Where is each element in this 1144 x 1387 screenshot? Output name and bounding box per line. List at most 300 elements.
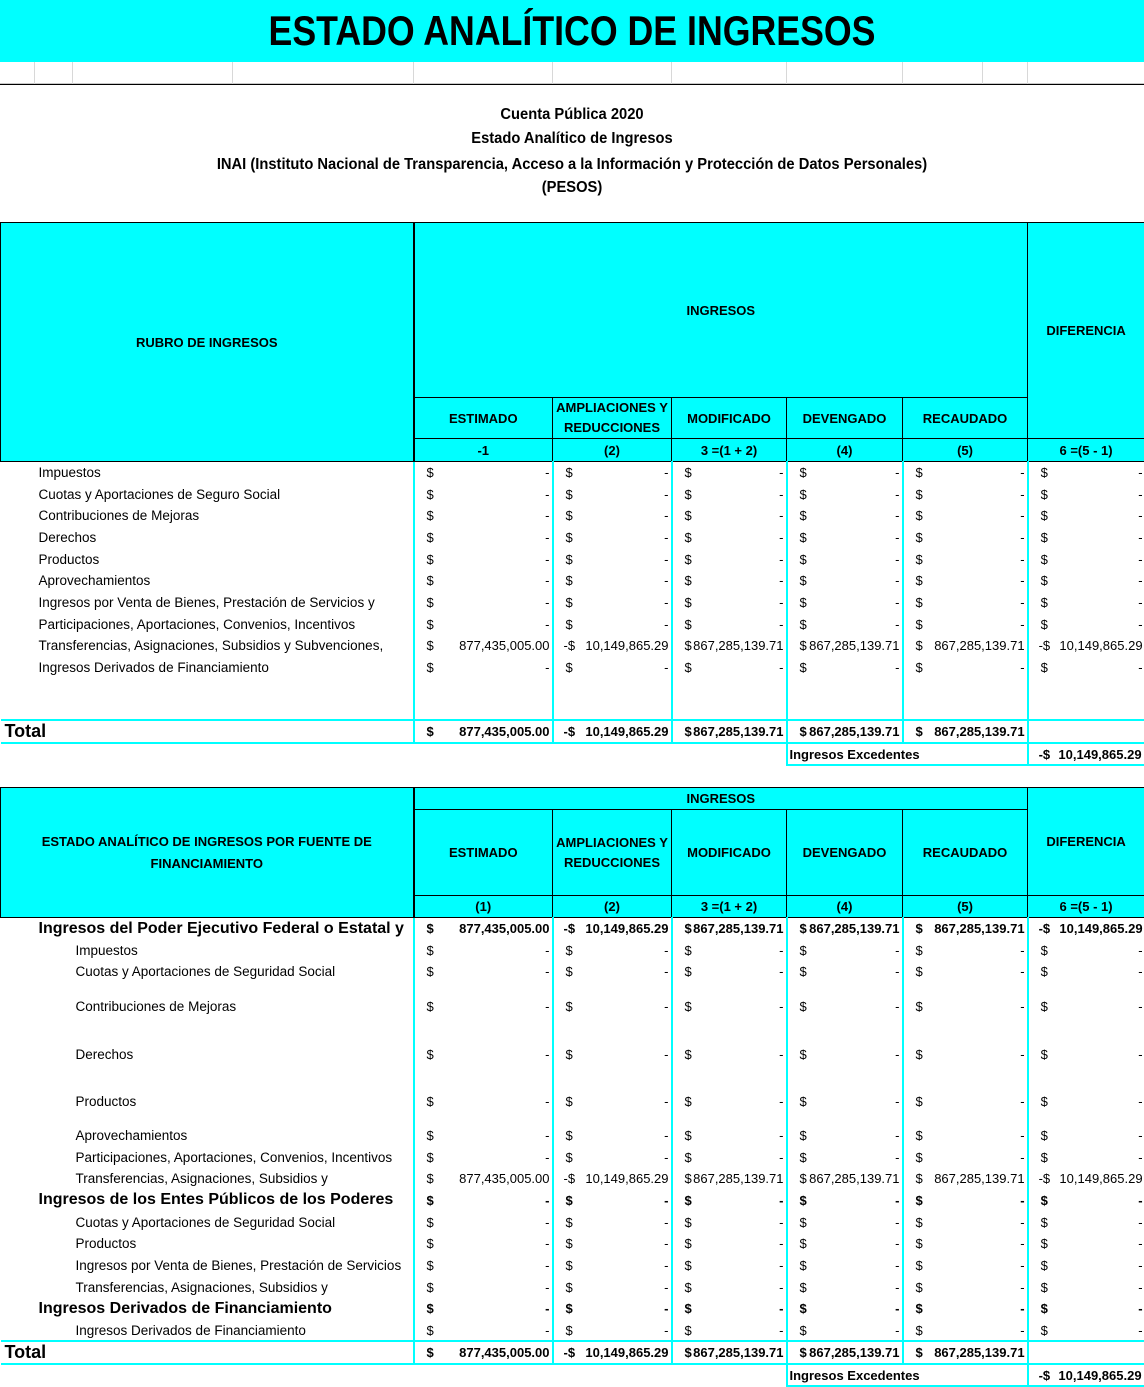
- row-label: Ingresos por Venta de Bienes, Prestación de Servicios: [75, 1258, 402, 1274]
- currency-symbol: -$: [1038, 921, 1051, 937]
- amount-value: -: [1138, 999, 1143, 1015]
- currency-symbol: $: [426, 1171, 434, 1187]
- amount-value: -: [545, 529, 550, 545]
- currency-symbol: -$: [563, 1171, 576, 1187]
- amount-value: -: [1020, 573, 1025, 589]
- amount-value: -: [664, 1214, 669, 1230]
- amount-cell: [414, 1298, 553, 1320]
- currency-symbol: $: [565, 1214, 573, 1230]
- amount-value: -: [779, 573, 784, 589]
- amount-value: -: [545, 1322, 550, 1338]
- amount-value: 867,285,139.71: [934, 638, 1025, 654]
- currency-symbol: $: [799, 1149, 807, 1165]
- amount-cell: [553, 592, 672, 614]
- amount-cell: [414, 1078, 553, 1125]
- row-label: Derechos: [75, 1046, 134, 1062]
- amount-cell: [414, 635, 553, 657]
- amount-cell: [787, 1211, 903, 1233]
- amount-cell: [1028, 961, 1144, 983]
- amount-cell: [553, 1078, 672, 1125]
- row-label: Ingresos Derivados de Financiamiento: [38, 660, 269, 676]
- amount-cell: [414, 961, 553, 983]
- amount-value: 10,149,865.29: [585, 921, 669, 937]
- currency-symbol: $: [684, 724, 692, 740]
- amount-cell: [787, 657, 903, 679]
- amount-value: -: [545, 486, 550, 502]
- currency-symbol: $: [1040, 573, 1048, 589]
- amount-value: 10,149,865.29: [585, 1345, 669, 1361]
- amount-value: -: [895, 551, 900, 567]
- amount-cell: [1028, 1364, 1144, 1386]
- amount-cell: [903, 657, 1028, 679]
- currency-symbol: $: [1040, 999, 1048, 1015]
- amount-value: -: [1020, 1301, 1025, 1317]
- currency-symbol: $: [684, 638, 692, 654]
- amount-cell: [1028, 918, 1144, 940]
- col2-ampliaciones-l2: REDUCCIONES: [563, 854, 661, 870]
- amount-value: 877,435,005.00: [459, 1171, 550, 1187]
- currency-symbol: $: [799, 1345, 807, 1361]
- currency-symbol: $: [1040, 616, 1048, 632]
- col2-recaudado: RECAUDADO: [903, 810, 1028, 896]
- currency-symbol: $: [565, 1192, 573, 1208]
- amount-cell: [1028, 527, 1144, 549]
- currency-symbol: $: [426, 1093, 434, 1109]
- amount-cell: [672, 1146, 787, 1168]
- amount-cell: [1028, 983, 1144, 1031]
- amount-cell: [787, 1190, 903, 1212]
- amount-cell: [1028, 743, 1144, 765]
- currency-symbol: $: [565, 1149, 573, 1165]
- table-row: [1, 1276, 1144, 1298]
- currency-symbol: $: [915, 724, 923, 740]
- amount-cell: [553, 483, 672, 505]
- amount-value: -: [1020, 964, 1025, 980]
- table-rubro: [0, 222, 1144, 766]
- amount-value: -: [545, 942, 550, 958]
- amount-cell: [787, 1298, 903, 1320]
- amount-value: -: [545, 616, 550, 632]
- currency-symbol: $: [426, 638, 434, 654]
- amount-cell: [903, 1125, 1028, 1147]
- currency-symbol: $: [915, 1279, 923, 1295]
- currency-symbol: $: [684, 942, 692, 958]
- amount-cell: [1028, 570, 1144, 592]
- currency-symbol: $: [684, 921, 692, 937]
- amount-value: -: [545, 1192, 550, 1208]
- currency-symbol: $: [915, 1322, 923, 1338]
- grid-row: [0, 62, 1144, 84]
- amount-cell: [414, 527, 553, 549]
- amount-cell: [903, 635, 1028, 657]
- amount-cell: [1028, 613, 1144, 635]
- currency-symbol: $: [565, 616, 573, 632]
- amount-value: -: [1020, 529, 1025, 545]
- table-row: [1, 613, 1144, 635]
- amount-cell: [553, 1211, 672, 1233]
- report-header: [0, 84, 1144, 222]
- amount-value: 867,285,139.71: [693, 1345, 784, 1361]
- amount-cell: [672, 961, 787, 983]
- amount-value: -: [664, 1093, 669, 1109]
- amount-value: -: [779, 616, 784, 632]
- table-row: [1, 527, 1144, 549]
- currency-symbol: $: [684, 1279, 692, 1295]
- currency-symbol: $: [426, 1127, 434, 1143]
- amount-cell: [1028, 657, 1144, 679]
- amount-value: -: [779, 1322, 784, 1338]
- currency-symbol: $: [915, 964, 923, 980]
- amount-cell: [414, 657, 553, 679]
- amount-value: -: [895, 529, 900, 545]
- col-recaudado: RECAUDADO: [903, 398, 1028, 439]
- report-name: Estado Analítico de Ingresos: [471, 130, 673, 147]
- currency-symbol: $: [426, 964, 434, 980]
- amount-cell: [672, 720, 787, 743]
- amount-value: -: [895, 1214, 900, 1230]
- amount-cell: [414, 1255, 553, 1277]
- amount-value: -: [1138, 964, 1143, 980]
- currency-symbol: $: [799, 660, 807, 676]
- currency-symbol: $: [426, 999, 434, 1015]
- amount-value: 10,149,865.29: [585, 638, 669, 654]
- currency-symbol: -$: [563, 724, 576, 740]
- amount-cell: [414, 570, 553, 592]
- amount-cell: [672, 1298, 787, 1320]
- page-banner: [0, 0, 1144, 62]
- amount-cell: [903, 462, 1028, 484]
- currency-symbol: $: [565, 1258, 573, 1274]
- currency-symbol: $: [684, 1258, 692, 1274]
- amount-value: -: [895, 1301, 900, 1317]
- currency-symbol: $: [426, 1192, 434, 1208]
- currency-symbol: $: [426, 660, 434, 676]
- row-label: Derechos: [38, 529, 97, 545]
- amount-cell: [787, 961, 903, 983]
- table-row: [1, 1233, 1144, 1255]
- row-label: Transferencias, Asignaciones, Subsidios y: [75, 1279, 328, 1295]
- amount-cell: [672, 1233, 787, 1255]
- amount-cell: [1028, 1255, 1144, 1277]
- amount-value: 867,285,139.71: [693, 1171, 784, 1187]
- amount-cell: [672, 483, 787, 505]
- currency-symbol: $: [915, 1093, 923, 1109]
- amount-value: -: [895, 1149, 900, 1165]
- amount-cell: [672, 1276, 787, 1298]
- amount-value: -: [1020, 551, 1025, 567]
- amount-cell: [903, 961, 1028, 983]
- amount-cell: [1028, 1125, 1144, 1147]
- amount-cell: [903, 1233, 1028, 1255]
- amount-value: -: [1020, 616, 1025, 632]
- amount-cell: [414, 1146, 553, 1168]
- amount-cell: [903, 1341, 1028, 1364]
- amount-cell: [903, 1146, 1028, 1168]
- amount-value: -: [664, 465, 669, 481]
- amount-value: -: [545, 1093, 550, 1109]
- currency-symbol: $: [799, 942, 807, 958]
- amount-cell: [414, 613, 553, 635]
- currency-symbol: $: [1040, 942, 1048, 958]
- amount-value: 10,149,865.29: [1059, 921, 1143, 937]
- amount-cell: [1028, 1078, 1144, 1125]
- amount-cell: [787, 505, 903, 527]
- amount-cell: [553, 1125, 672, 1147]
- currency-symbol: $: [1040, 1149, 1048, 1165]
- currency-symbol: $: [799, 1171, 807, 1187]
- currency-symbol: $: [1040, 529, 1048, 545]
- num2-5: (5): [903, 896, 1028, 918]
- amount-value: -: [1020, 1236, 1025, 1252]
- amount-value: -: [895, 1258, 900, 1274]
- currency-symbol: $: [799, 1322, 807, 1338]
- currency-symbol: $: [1040, 1093, 1048, 1109]
- currency-symbol: $: [799, 465, 807, 481]
- amount-value: 867,285,139.71: [934, 1171, 1025, 1187]
- currency-symbol: $: [565, 1127, 573, 1143]
- amount-cell: [553, 462, 672, 484]
- currency-symbol: -$: [1038, 1367, 1051, 1383]
- amount-value: -: [545, 1046, 550, 1062]
- currency-symbol: $: [915, 486, 923, 502]
- table-row: [1, 1255, 1144, 1277]
- amount-value: -: [1138, 529, 1143, 545]
- amount-cell: [903, 1211, 1028, 1233]
- amount-cell: [787, 1341, 903, 1364]
- amount-cell: [787, 570, 903, 592]
- amount-cell: [787, 939, 903, 961]
- amount-cell: [903, 613, 1028, 635]
- amount-cell: [1028, 592, 1144, 614]
- diferencia-header: DIFERENCIA: [1028, 223, 1144, 439]
- amount-cell: [672, 1125, 787, 1147]
- currency-symbol: $: [684, 551, 692, 567]
- page-title: ESTADO ANALÍTICO DE INGRESOS: [268, 7, 876, 54]
- row-label: Cuotas y Aportaciones de Seguridad Social: [75, 964, 336, 980]
- amount-cell: [414, 1031, 553, 1078]
- amount-value: -: [664, 1236, 669, 1252]
- amount-value: -: [895, 1127, 900, 1143]
- table-fuente: [0, 787, 1144, 1387]
- currency-symbol: -$: [1038, 746, 1051, 762]
- amount-cell: [1028, 1190, 1144, 1212]
- amount-value: -: [895, 999, 900, 1015]
- currency-symbol: -$: [563, 638, 576, 654]
- amount-cell: [553, 1320, 672, 1342]
- table-row: [1, 1146, 1144, 1168]
- total-label-2: Total: [1, 1341, 414, 1364]
- amount-value: -: [1138, 486, 1143, 502]
- currency-symbol: $: [1040, 1279, 1048, 1295]
- amount-cell: [672, 657, 787, 679]
- amount-value: -: [664, 508, 669, 524]
- currency-symbol: $: [799, 1127, 807, 1143]
- amount-value: -: [779, 942, 784, 958]
- row-label: Impuestos: [75, 942, 138, 958]
- amount-value: -: [545, 551, 550, 567]
- amount-cell: [672, 592, 787, 614]
- amount-value: -: [545, 1214, 550, 1230]
- row-label: Transferencias, Asignaciones, Subsidios y Subvenciones,: [38, 638, 384, 654]
- currency-symbol: $: [684, 465, 692, 481]
- currency-symbol: $: [915, 1236, 923, 1252]
- amount-value: -: [1138, 594, 1143, 610]
- currency-symbol: $: [565, 465, 573, 481]
- amount-cell: [672, 527, 787, 549]
- currency-symbol: $: [1040, 1236, 1048, 1252]
- currency-symbol: $: [426, 1236, 434, 1252]
- amount-value: -: [1020, 594, 1025, 610]
- amount-value: 867,285,139.71: [693, 921, 784, 937]
- currency-symbol: $: [684, 616, 692, 632]
- spacer-row: [1, 678, 1144, 720]
- currency-symbol: $: [915, 1258, 923, 1274]
- currency-symbol: $: [684, 1149, 692, 1165]
- ingresos-header-2: INGRESOS: [414, 788, 1028, 810]
- amount-cell: [1028, 1031, 1144, 1078]
- currency-symbol: $: [426, 1046, 434, 1062]
- currency-symbol: $: [799, 1192, 807, 1208]
- amount-cell: [903, 548, 1028, 570]
- amount-cell: [414, 918, 553, 940]
- amount-value: 867,285,139.71: [934, 724, 1025, 740]
- amount-value: -: [1138, 660, 1143, 676]
- total-row: [1, 720, 1144, 743]
- currency-symbol: $: [799, 1046, 807, 1062]
- currency-symbol: $: [426, 724, 434, 740]
- amount-value: -: [545, 999, 550, 1015]
- currency-symbol: $: [915, 1345, 923, 1361]
- currency-symbol: $: [915, 1046, 923, 1062]
- amount-value: -: [1138, 942, 1143, 958]
- amount-value: 10,149,865.29: [1059, 1171, 1143, 1187]
- currency-symbol: $: [684, 1214, 692, 1230]
- rubro-header: RUBRO DE INGRESOS: [1, 223, 414, 462]
- currency-symbol: -$: [1038, 638, 1051, 654]
- amount-value: -: [664, 594, 669, 610]
- excedentes-label: Ingresos Excedentes: [787, 743, 1028, 765]
- amount-cell: [672, 939, 787, 961]
- currency-symbol: $: [684, 508, 692, 524]
- amount-value: -: [545, 573, 550, 589]
- currency-symbol: -$: [1038, 1171, 1051, 1187]
- row-label: Participaciones, Aportaciones, Convenios, Incentivos: [38, 616, 356, 632]
- currency-symbol: $: [1040, 1301, 1048, 1317]
- amount-value: -: [1138, 1214, 1143, 1230]
- table-row: [1, 939, 1144, 961]
- amount-cell: [903, 527, 1028, 549]
- amount-value: -: [1138, 573, 1143, 589]
- currency-symbol: $: [799, 1258, 807, 1274]
- table-row: [1, 570, 1144, 592]
- amount-cell: [553, 1190, 672, 1212]
- amount-value: 867,285,139.71: [809, 921, 900, 937]
- currency-symbol: $: [426, 616, 434, 632]
- table-row: [1, 1168, 1144, 1190]
- amount-value: -: [664, 529, 669, 545]
- currency-symbol: $: [426, 573, 434, 589]
- currency-symbol: $: [426, 1149, 434, 1165]
- amount-value: -: [1138, 1093, 1143, 1109]
- amount-value: 10,149,865.29: [585, 724, 669, 740]
- currency-symbol: $: [684, 1171, 692, 1187]
- currency-symbol: $: [915, 1127, 923, 1143]
- amount-value: -: [1020, 1279, 1025, 1295]
- num-6: 6 =(5 - 1): [1028, 439, 1144, 462]
- amount-value: -: [664, 999, 669, 1015]
- col-ampliaciones-l1: AMPLIACIONES Y: [556, 400, 668, 415]
- currency-symbol: $: [426, 594, 434, 610]
- currency-symbol: $: [1040, 465, 1048, 481]
- amount-cell: [672, 635, 787, 657]
- currency-symbol: $: [426, 465, 434, 481]
- amount-value: -: [664, 1192, 669, 1208]
- table-row: [1, 1031, 1144, 1078]
- currency-symbol: $: [799, 1214, 807, 1230]
- amount-value: -: [545, 1301, 550, 1317]
- currency-symbol: -$: [563, 1345, 576, 1361]
- amount-cell: [787, 1078, 903, 1125]
- amount-value: 877,435,005.00: [459, 1345, 550, 1361]
- amount-value: -: [545, 1127, 550, 1143]
- currency-symbol: $: [426, 1345, 434, 1361]
- amount-value: -: [779, 1149, 784, 1165]
- amount-value: -: [545, 465, 550, 481]
- currency-symbol: $: [1040, 551, 1048, 567]
- amount-cell: [672, 1168, 787, 1190]
- row-label: Cuotas y Aportaciones de Seguridad Social: [75, 1214, 336, 1230]
- col-estimado: ESTIMADO: [414, 398, 553, 439]
- excedentes-row-2: [1, 1364, 1144, 1386]
- currency-symbol: $: [426, 486, 434, 502]
- amount-value: 877,435,005.00: [459, 921, 550, 937]
- amount-cell: [672, 613, 787, 635]
- amount-cell: [1028, 548, 1144, 570]
- currency-symbol: $: [915, 1192, 923, 1208]
- amount-cell: [787, 1320, 903, 1342]
- amount-value: -: [1020, 942, 1025, 958]
- currency-symbol: $: [684, 1192, 692, 1208]
- currency-symbol: $: [565, 964, 573, 980]
- row-label: Aprovechamientos: [38, 573, 151, 589]
- amount-value: 10,149,865.29: [1059, 638, 1143, 654]
- col-modificado: MODIFICADO: [672, 398, 787, 439]
- num-2: (2): [553, 439, 672, 462]
- amount-value: -: [545, 1236, 550, 1252]
- amount-cell: [787, 527, 903, 549]
- amount-value: -: [1020, 1192, 1025, 1208]
- amount-cell: [787, 983, 903, 1031]
- col2-estimado: ESTIMADO: [414, 810, 553, 896]
- currency-symbol: $: [684, 660, 692, 676]
- amount-value: -: [545, 1279, 550, 1295]
- amount-cell: [1028, 635, 1144, 657]
- currency-symbol: $: [426, 1322, 434, 1338]
- row-label: Ingresos por Venta de Bienes, Prestación de Servicios y: [38, 594, 375, 610]
- table-row: [1, 462, 1144, 484]
- col2-devengado: DEVENGADO: [787, 810, 903, 896]
- amount-cell: [414, 462, 553, 484]
- amount-value: -: [1138, 1192, 1143, 1208]
- table-row: [1, 505, 1144, 527]
- amount-cell: [553, 1255, 672, 1277]
- amount-cell: [553, 527, 672, 549]
- amount-cell: [414, 983, 553, 1031]
- amount-cell: [553, 570, 672, 592]
- amount-cell: [553, 548, 672, 570]
- amount-value: -: [779, 964, 784, 980]
- currency-symbol: $: [565, 551, 573, 567]
